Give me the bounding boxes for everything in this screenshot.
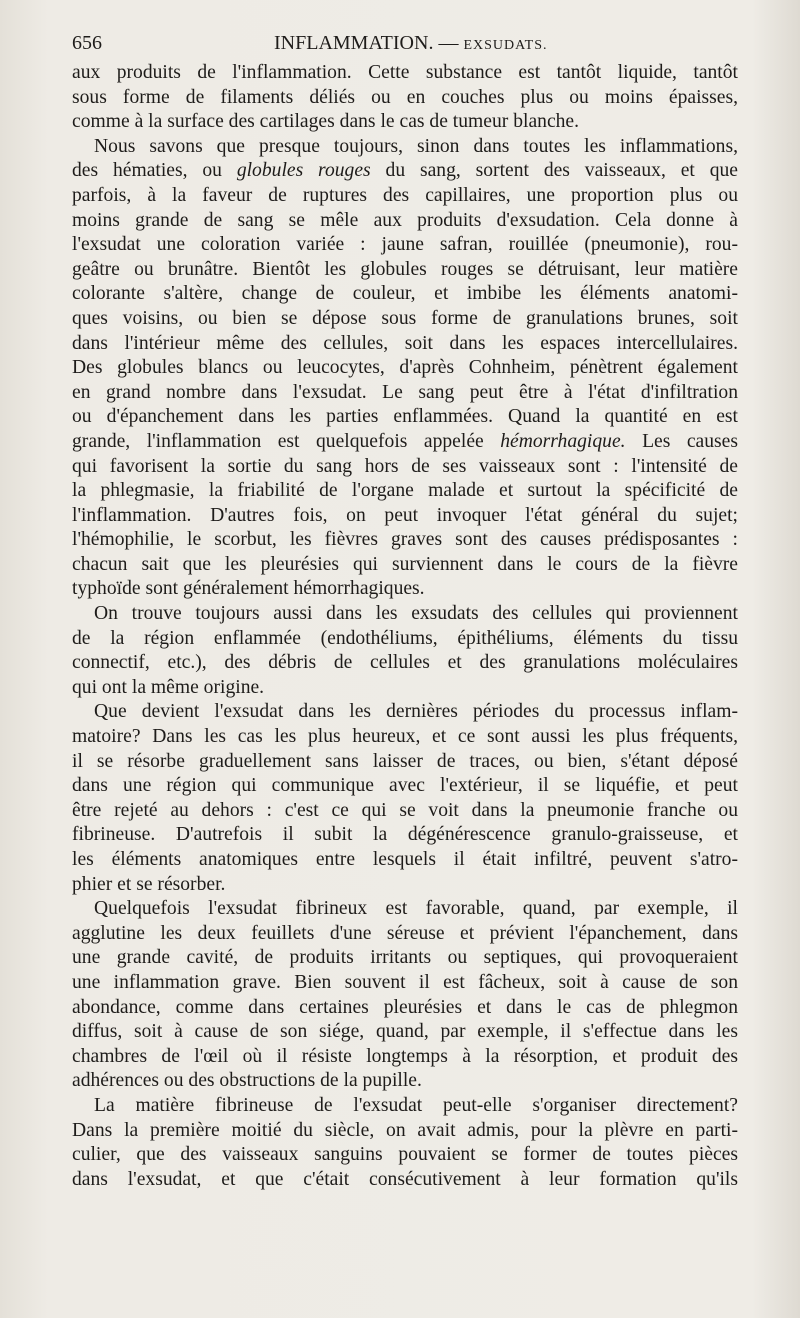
text-line: typhoïde sont généralement hémorrhagiques.: [72, 578, 425, 600]
running-title: [274, 30, 548, 59]
text-line: les éléments anatomiques entre lesquels il était infiltré, peuvent s'atro-: [72, 849, 738, 870]
text-line: chambres de l'œil où il résiste longtemps à la résorption, et produit des: [72, 1045, 738, 1067]
text-line: une grande cavité, de produits irritants ou septiques, qui provoqueraient: [72, 947, 738, 969]
text-line: l'inflammation. D'autres fois, on peut invoquer l'état général du sujet;: [72, 504, 738, 526]
text-line: [72, 430, 738, 455]
text-segment: Les causes: [625, 430, 738, 452]
paragraph: [72, 61, 738, 135]
paragraph: [72, 135, 738, 602]
paragraph: [72, 897, 738, 1094]
italic-term: globules rouges: [236, 160, 371, 182]
text-line: Dans la première moitié du siècle, on avait admis, pour la plèvre en parti-: [72, 1119, 738, 1141]
text-line: la phlegmasie, la friabilité de l'organe malade et surtout la spécificité de: [72, 480, 738, 502]
text-line: sous forme de filaments déliés ou en couches plus ou moins épaisses,: [72, 86, 738, 108]
text-line: en grand nombre dans l'exsudat. Le sang peut être à l'état d'infiltration: [72, 381, 738, 403]
text-segment: grande, l'inflammation est quelquefois appelée: [72, 430, 501, 452]
text-line: ques voisins, ou bien se dépose sous forme de granulations brunes, soit: [72, 307, 738, 329]
text-line: l'exsudat une coloration variée : jaune safran, rouillée (pneumonie), rou-: [72, 234, 738, 256]
text-line: adhérences ou des obstructions de la pupille.: [72, 1070, 422, 1092]
text-line: l'hémophilie, le scorbut, les fièvres graves sont des causes prédisposantes :: [72, 529, 738, 551]
text-line: [72, 159, 738, 184]
paragraph: [72, 1094, 738, 1192]
text-line: culier, que des vaisseaux sanguins pouvaient se former de toutes pièces: [72, 1144, 738, 1166]
text-line: qui ont la même origine.: [72, 676, 265, 698]
text-line: qui favorisent la sortie du sang hors de ses vaisseaux sont : l'intensité de: [72, 455, 738, 477]
text-line: Quelquefois l'exsudat fibrineux est favorable, quand, par exemple, il: [94, 898, 738, 920]
text-line: moins grande de sang se mêle aux produits d'exsudation. Cela donne à: [72, 209, 738, 231]
text-line: phier et se résorber.: [72, 873, 226, 895]
text-line: comme à la surface des cartilages dans le cas de tumeur blanche.: [72, 111, 580, 133]
text-line: fibrineuse. D'autrefois il subit la dégénérescence granulo-graisseuse, et: [72, 824, 738, 846]
text-line: Que devient l'exsudat dans les dernières périodes du processus inflam-: [94, 701, 738, 723]
text-line: ou d'épanchement dans les parties enflammées. Quand la quantité en est: [72, 406, 738, 428]
page-number: 656: [72, 32, 102, 54]
text-line: Des globules blancs ou leucocytes, d'après Cohnheim, pénètrent également: [72, 357, 738, 379]
running-title-separator: —: [438, 32, 459, 54]
text-line: diffus, soit à cause de son siége, quand, par exemple, il s'effectue dans les: [72, 1021, 738, 1043]
text-line: il se résorbe graduellement sans laisser de traces, ou bien, s'étant déposé: [72, 750, 738, 772]
text-line: La matière fibrineuse de l'exsudat peut-elle s'organiser directement?: [94, 1094, 738, 1116]
text-line: dans l'exsudat, et que c'était consécutivement à leur formation qu'ils: [72, 1168, 738, 1190]
text-line: aux produits de l'inflammation. Cette substance est tantôt liquide, tantôt: [72, 62, 738, 83]
text-line: être rejeté au dehors : c'est ce qui se voit dans la pneumonie franche ou: [72, 799, 738, 821]
paragraph: [72, 602, 738, 700]
running-title-main: INFLAMMATION.: [274, 32, 434, 54]
text-line: de la région enflammée (endothéliums, épithéliums, éléments du tissu: [72, 627, 738, 649]
text-line: dans l'intérieur même des cellules, soit dans les espaces intercellulaires.: [72, 332, 738, 354]
text-line: matoire? Dans les cas les plus heureux, et ce sont aussi les plus fréquents,: [72, 726, 738, 748]
text-line: connectif, etc.), des débris de cellules et des granulations moléculaires: [72, 652, 738, 674]
running-title-subtitle: EXSUDATS.: [463, 38, 548, 53]
text-line: dans une région qui communique avec l'extérieur, il se liquéfie, et peut: [72, 775, 738, 797]
text-line: parfois, à la faveur de ruptures des capillaires, une proportion plus ou: [72, 184, 738, 206]
text-line: une inflammation grave. Bien souvent il est fâcheux, soit à cause de son: [72, 971, 738, 993]
paragraph: [72, 700, 738, 897]
running-header: [72, 30, 738, 56]
text-line: abondance, comme dans certaines pleurésies et dans le cas de phlegmon: [72, 996, 738, 1018]
text-segment: des hématies, ou: [72, 160, 237, 182]
text-line: chacun sait que les pleurésies qui surviennent dans le cours de la fièvre: [72, 553, 738, 575]
text-segment: du sang, sortent des vaisseaux, et que: [370, 160, 738, 182]
text-line: Nous savons que presque toujours, sinon dans toutes les inflammations,: [94, 135, 738, 157]
text-line: On trouve toujours aussi dans les exsudats des cellules qui proviennent: [94, 603, 738, 625]
italic-term: hémorrhagique.: [500, 430, 626, 452]
body-text: [72, 61, 738, 1192]
text-line: agglutine les deux feuillets d'une séreuse et prévient l'épanchement, dans: [72, 922, 738, 944]
text-line: colorante s'altère, change de couleur, et imbibe les éléments anatomi-: [72, 283, 738, 305]
text-line: geâtre ou brunâtre. Bientôt les globules rouges se détruisant, leur matière: [72, 258, 738, 280]
